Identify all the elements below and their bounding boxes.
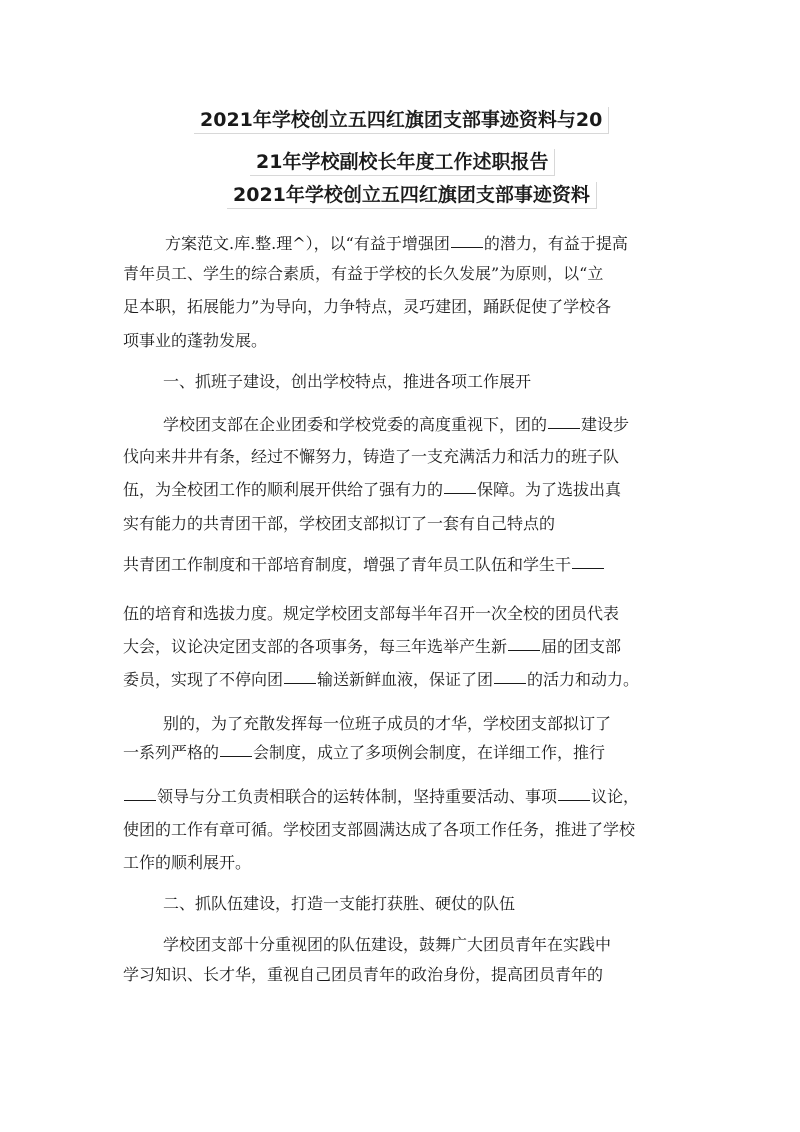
body-line: 工作的顺利展开。	[123, 853, 252, 872]
section-heading: 一、抓班子建设，创出学校特点，推进各项工作展开	[163, 372, 532, 391]
body-line: 实有能力的共青团干部，学校团支部拟订了一套有自己特点的	[123, 514, 556, 533]
body-line: 伐向来井井有条，经过不懈努力，铸造了一支充满活力和活力的班子队	[123, 447, 620, 466]
body-line: 方案范文.库.整.理^），以“有益于增强团 的潜力，有益于提高	[165, 234, 628, 253]
body-line: 伍，为全校团工作的顺利展开供给了强有力的 保障。为了选拔出真	[123, 480, 622, 499]
body-line: 共青团工作制度和干部培育制度，增强了青年员工队伍和学生干	[123, 554, 605, 576]
document-subtitle: 2021年学校创立五四红旗团支部事迹资料	[227, 182, 597, 209]
section-heading: 二、抓队伍建设，打造一支能打获胜、硬仗的队伍	[163, 894, 516, 913]
body-line: 青年员工、学生的综合素质，有益于学校的长久发展”为原则，以“立	[123, 264, 604, 283]
body-line: 别的，为了充散发挥每一位班子成员的才华，学校团支部拟订了	[163, 714, 612, 733]
document-title-line-1: 2021年学校创立五四红旗团支部事迹资料与20	[194, 107, 609, 134]
body-line: 学习知识、长才华，重视自己团员青年的政治身份，提高团员青年的	[123, 965, 604, 984]
document-title-line-2: 21年学校副校长年度工作述职报告	[250, 149, 555, 176]
body-line: 领导与分工负责相联合的运转体制，坚持重要活动、事项 议论，	[123, 786, 639, 808]
body-line: 足本职，拓展能力”为导向，力争特点，灵巧建团，踊跃促使了学校各	[123, 297, 612, 316]
body-line: 伍的培育和选拔力度。规定学校团支部每半年召开一次全校的团员代表	[123, 604, 620, 623]
fill-in-blank	[572, 567, 604, 569]
fill-in-blank	[494, 682, 526, 684]
body-line: 使团的工作有章可循。学校团支部圆满达成了各项工作任务，推进了学校	[123, 820, 636, 839]
fill-in-blank	[451, 246, 483, 248]
body-line: 委员，实现了不停向团 输送新鲜血液，保证了团 的活力和动力。	[123, 670, 640, 689]
fill-in-blank	[124, 799, 156, 801]
fill-in-blank	[558, 799, 590, 801]
fill-in-blank	[284, 682, 316, 684]
body-line: 一系列严格的 会制度，成立了多项例会制度，在详细工作，推行	[123, 743, 606, 762]
body-line: 项事业的蓬勃发展。	[123, 331, 268, 350]
fill-in-blank	[444, 492, 476, 494]
body-line: 学校团支部十分重视团的队伍建设，鼓舞广大团员青年在实践中	[163, 935, 612, 954]
fill-in-blank	[548, 427, 580, 429]
fill-in-blank	[220, 755, 252, 757]
body-line: 学校团支部在企业团委和学校党委的高度重视下，团的 建设步	[163, 415, 630, 434]
body-line: 大会，议论决定团支部的各项事务，每三年选举产生新 届的团支部	[123, 637, 622, 656]
fill-in-blank	[508, 649, 540, 651]
